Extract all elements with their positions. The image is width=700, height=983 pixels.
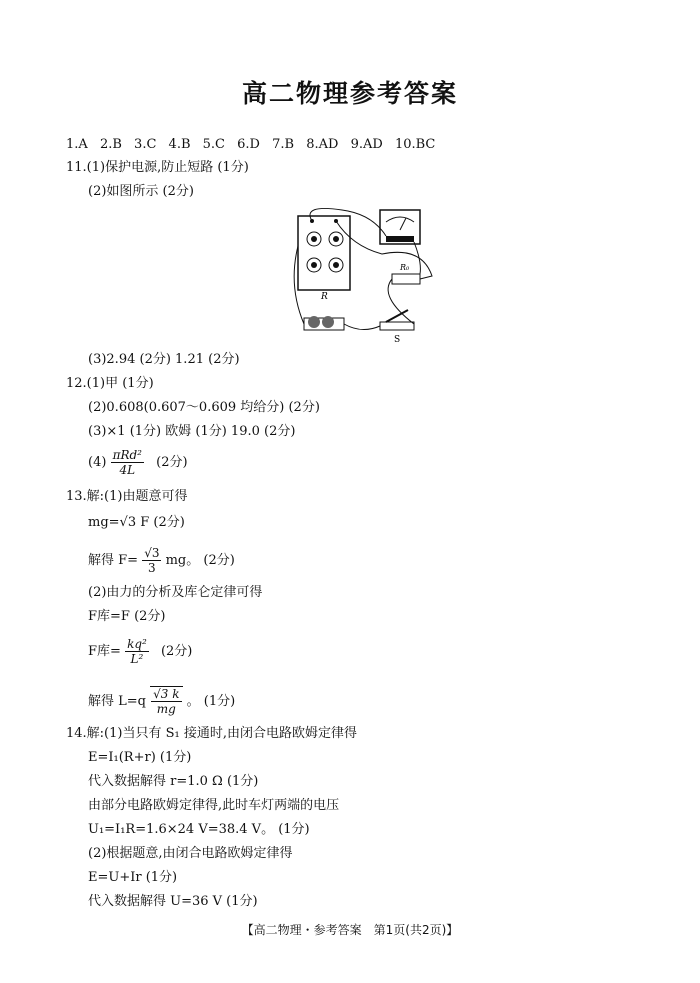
q11-part2: (2)如图所示 (2分) [88,184,194,199]
wire-4 [388,279,414,324]
wire-3 [414,242,420,274]
choice-3: 3.C [134,137,157,152]
q14-line4: U₁=I₁R=1.6×24 V=38.4 V。 (1分) [88,822,310,837]
q14-line2: 代入数据解得 r=1.0 Ω (1分) [88,774,259,789]
q13-head: 13.解:(1)由题意可得 [66,489,188,504]
q13-fraction-3 [151,687,181,716]
q13-line5 [88,637,192,666]
cell-2 [322,316,334,328]
resistance-box [298,216,350,290]
choice-answers [66,136,443,154]
q14-line7: 代入数据解得 U=36 V (1分) [88,894,258,909]
q12-fraction [111,448,144,477]
choice-9: 9.AD [350,137,383,152]
dial-3-center [311,262,317,268]
label-R: R [321,292,328,302]
q12-part2: (2)0.608(0.607～0.609 均给分) (2分) [88,400,320,415]
q13-fraction-1 [142,546,161,575]
dial-1-center [311,236,317,242]
q13-f3-num: √3 k [153,687,180,701]
switch-base [380,322,414,330]
q12-part1: 12.(1)甲 (1分) [66,376,154,391]
label-R0: R₀ [400,263,410,272]
choice-10: 10.BC [394,137,436,152]
q12-part4-score: (2分) [156,455,188,470]
resistor-r0 [392,274,420,284]
page-title: 高二物理参考答案 [241,79,458,108]
dial-2-center [333,236,339,242]
q14-line6: E=U+Ir (1分) [88,870,178,885]
q11-part1: 11.(1)保护电源,防止短路 (1分) [66,160,249,175]
q12-numerator: πRd² [112,448,142,462]
q13-line6-suffix: 。 (1分) [186,694,236,709]
q13-line5-prefix: F库= [88,644,121,659]
choice-1: 1.A [66,137,88,152]
q13-fraction-2 [125,637,149,666]
q13-line4: F库=F (2分) [88,609,166,624]
q14-head: 14.解:(1)当只有 S₁ 接通时,由闭合电路欧姆定律得 [66,726,357,741]
choice-6: 6.D [237,137,260,152]
q13-line2-suffix: mg。 (2分) [165,553,235,568]
q12-part3: (3)×1 (1分) 欧姆 (1分) 19.0 (2分) [88,424,296,439]
q13-f1-num: √3 [144,546,160,560]
dial-4-center [333,262,339,268]
page-footer: 【高二物理・参考答案 第1页(共2页)】 [241,923,459,937]
wire-5 [344,324,380,330]
q13-f1-den: 3 [148,561,156,575]
q13-line2 [88,546,235,575]
choice-5: 5.C [202,137,226,152]
q14-line5: (2)根据题意,由闭合电路欧姆定律得 [88,846,293,861]
q13-sqrt [150,686,182,716]
label-S: S [394,335,401,345]
q14-line1: E=I₁(R+r) (1分) [88,750,192,765]
cell-1 [308,316,320,328]
q13-line5-score: (2分) [160,644,193,659]
q11-part3: (3)2.94 (2分) 1.21 (2分) [88,352,240,367]
voltmeter-base [386,236,414,242]
q13-line6 [88,686,235,716]
q13-line2-prefix: 解得 F= [88,553,139,568]
q13-line3: (2)由力的分析及库仑定律可得 [88,585,263,600]
choice-8: 8.AD [306,137,339,152]
q13-line1: mg=√3 F (2分) [88,515,185,530]
q12-part4-prefix: (4) [88,455,107,470]
q12-denominator: 4L [119,463,136,477]
circuit-figure [282,206,442,346]
q13-line6-prefix: 解得 L=q [88,694,146,709]
q13-f2-den: L² [130,652,144,666]
q14-line3: 由部分电路欧姆定律得,此时车灯两端的电压 [88,798,340,813]
q13-f2-num: kq² [127,637,147,651]
q13-f3-den: mg [156,702,176,716]
q12-part4 [88,448,188,477]
choice-7: 7.B [272,137,295,152]
choice-4: 4.B [168,137,191,152]
circuit-diagram [282,206,442,346]
choice-2: 2.B [99,137,122,152]
